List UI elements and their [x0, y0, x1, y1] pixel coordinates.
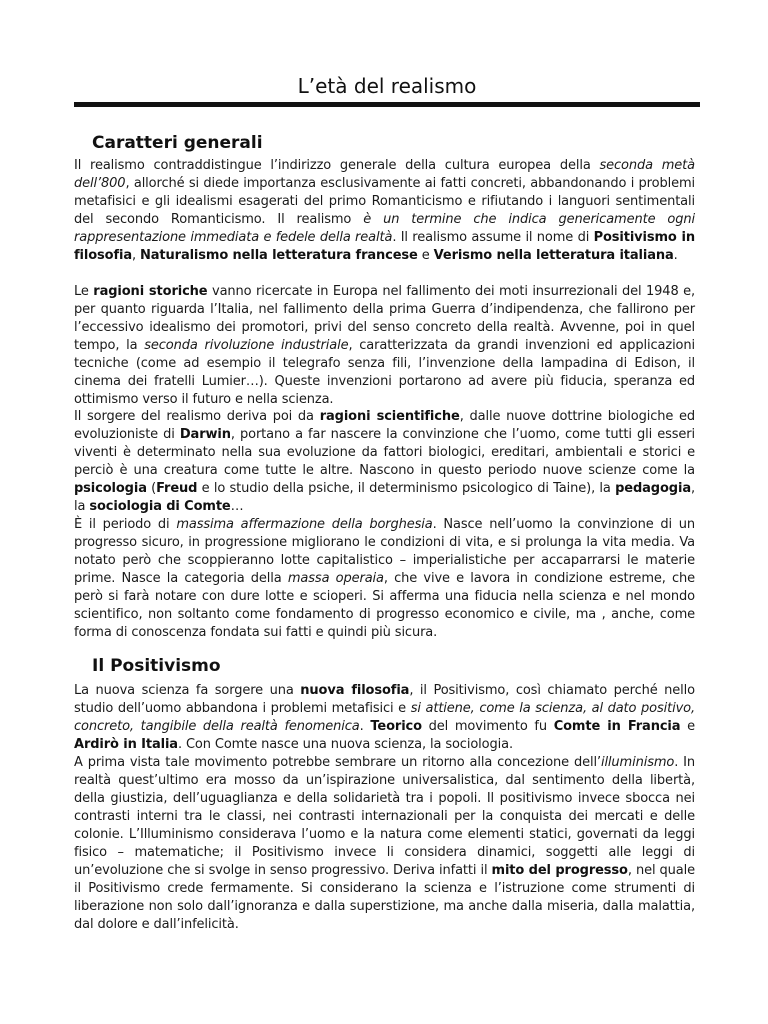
italic-text: massima affermazione della borghesia — [176, 517, 433, 532]
section-heading-il-positivismo: Il Positivismo — [92, 656, 221, 676]
paragraph — [74, 754, 695, 934]
text-run: La nuova scienza fa sorgere una — [74, 683, 301, 698]
italic-text: seconda rivoluzione industriale — [144, 338, 349, 353]
text-run: , che vive e lavora in condizione estreme, che però si farà notare con dure lotte e scioperi. Si afferma una fiducia nella scienza e nel mondo scientifico, non soltanto come fondamento di progresso economico e civile, ma , anche, come forma di conoscenza fondata sui fatti e quindi più sicura. — [74, 571, 696, 640]
text-run: , dalle nuove dottrine biologiche ed evoluzioniste di — [74, 409, 696, 442]
text-run: e lo studio della psiche, il determinismo psicologico di Taine), la — [197, 481, 616, 496]
text-run: vanno ricercate in Europa nel fallimento dei moti insurrezionali del 1948 e, per quanto riguarda l’Italia, nel fallimento della prima Guerra d’indipendenza, che fallirono per l’eccessivo idealismo dei promotori, privi del senso concreto della realtà. Avvenne, poi in quel tempo, la — [74, 284, 695, 353]
bold-text: pedagogia — [615, 481, 691, 496]
text-run: A prima vista tale movimento potrebbe sembrare un ritorno alla concezione dell’ — [74, 755, 601, 770]
text-run: È il periodo di — [74, 517, 177, 532]
bold-text: Naturalismo nella letteratura francese — [140, 248, 418, 263]
text-run: , portano a far nascere la convinzione che l’uomo, come tutti gli esseri viventi è determinato nella sua evoluzione da fattori biologici, ereditari, ambientali e storici e perciò è una creatura come tutte le altre. Nascono in questo periodo nuove scienze come la — [74, 427, 695, 478]
text-run: , il Positivismo, così chiamato perché nello studio dell’uomo abbandona i problemi metafisici e — [74, 683, 695, 716]
italic-text: massa operaia — [287, 571, 384, 586]
paragraph — [74, 157, 695, 265]
text-run: . In realtà quest’ultimo era mosso da un’ispirazione universalistica, dal sentimento della libertà, della giustizia, dell’uguaglianza e della solidarietà tra i popoli. Il positivismo invece sbocca nei contrasti interni tra le classi, nei contrasti internazionali per la conquista dei mercati e delle colonie. L’Illuminismo considerava l’uomo e la natura come elementi statici, governati da leggi fisico – matematiche; il Positivismo invece li considera dinamici, soggetti alle leggi di un’evoluzione che si svolge in senso progressivo. Deriva infatti il — [74, 755, 695, 878]
bold-text: sociologia di Comte — [89, 499, 231, 514]
text-run: . Nasce nell’uomo la convinzione di un progresso sicuro, in progressione migliorano le condizioni di vita, e si prolunga la vita media. Va notato però che scoppieranno lotte capitalistico – imperialistiche per accaparrarsi le materie prime. Nasce la categoria della — [74, 517, 696, 586]
text-run: . — [673, 248, 678, 263]
text-run: Il realismo contraddistingue l’indirizzo generale della cultura europea della — [74, 158, 600, 173]
text-run: … — [230, 499, 244, 514]
bold-text: Teorico — [370, 719, 422, 734]
italic-text: illuminismo — [600, 755, 675, 770]
text-run: , nel quale il Positivismo crede fermamente. Si considerano la scienza e l’istruzione come strumenti di liberazione non solo dall’ignoranza e dalla superstizione, ma anche dalla miseria, dalla malattia, dal dolore e dall’infelicità. — [74, 863, 695, 932]
text-run: , caratterizzata da grandi invenzioni ed applicazioni tecniche (come ad esempio il telegrafo senza fili, l’invenzione della lampadina di Edison, il cinema dei fratelli Lumier…). Queste invenzioni portarono ad avere più fiducia, speranza ed ottimismo verso il futuro e nella scienza. — [74, 338, 695, 407]
text-run: Le — [74, 284, 94, 299]
paragraph — [74, 408, 695, 516]
bold-text: ragioni scientifiche — [319, 409, 460, 424]
bold-text: Comte in Francia — [553, 719, 681, 734]
text-run: e — [680, 719, 695, 734]
bold-text: Freud — [156, 481, 198, 496]
page-title: L’età del realismo — [297, 74, 477, 98]
italic-text: seconda metà dell’800 — [74, 158, 696, 191]
title-underline-rule — [74, 102, 700, 107]
bold-text: psicologia — [74, 481, 147, 496]
bold-text: Darwin — [179, 427, 231, 442]
text-run: e — [417, 248, 434, 263]
bold-text: mito del progresso — [491, 863, 628, 878]
bold-text: Ardirò in Italia — [74, 737, 178, 752]
text-run: del movimento fu — [421, 719, 554, 734]
text-run: , — [131, 248, 141, 263]
section-heading-caratteri-generali: Caratteri generali — [92, 133, 263, 153]
italic-text: si attiene, come la scienza, al dato positivo, concreto, tangibile della realtà fenomenica — [74, 701, 696, 734]
text-run: , la — [74, 481, 695, 514]
text-run: Il sorgere del realismo deriva poi da — [74, 409, 320, 424]
text-run: . — [359, 719, 371, 734]
text-run: . Con Comte nasce una nuova scienza, la sociologia. — [177, 737, 513, 752]
text-run: ( — [146, 481, 157, 496]
bold-text: Verismo nella letteratura italiana — [433, 248, 674, 263]
paragraph — [74, 516, 695, 642]
bold-text: ragioni storiche — [93, 284, 208, 299]
paragraph — [74, 283, 695, 409]
paragraph — [74, 682, 695, 754]
bold-text: nuova filosofia — [300, 683, 410, 698]
text-run: , allorché si diede importanza esclusivamente ai fatti concreti, abbandonando i problemi metafisici e gli idealismi esagerati del primo Romanticismo e rifiutando i languori sentimentali del secondo Romanticismo. Il realismo — [74, 176, 695, 227]
bold-text: Positivismo in filosofia — [74, 230, 695, 263]
text-run: . Il realismo assume il nome di — [392, 230, 594, 245]
italic-text: è un termine che indica genericamente ogni rappresentazione immediata e fedele della realtà — [74, 212, 695, 245]
